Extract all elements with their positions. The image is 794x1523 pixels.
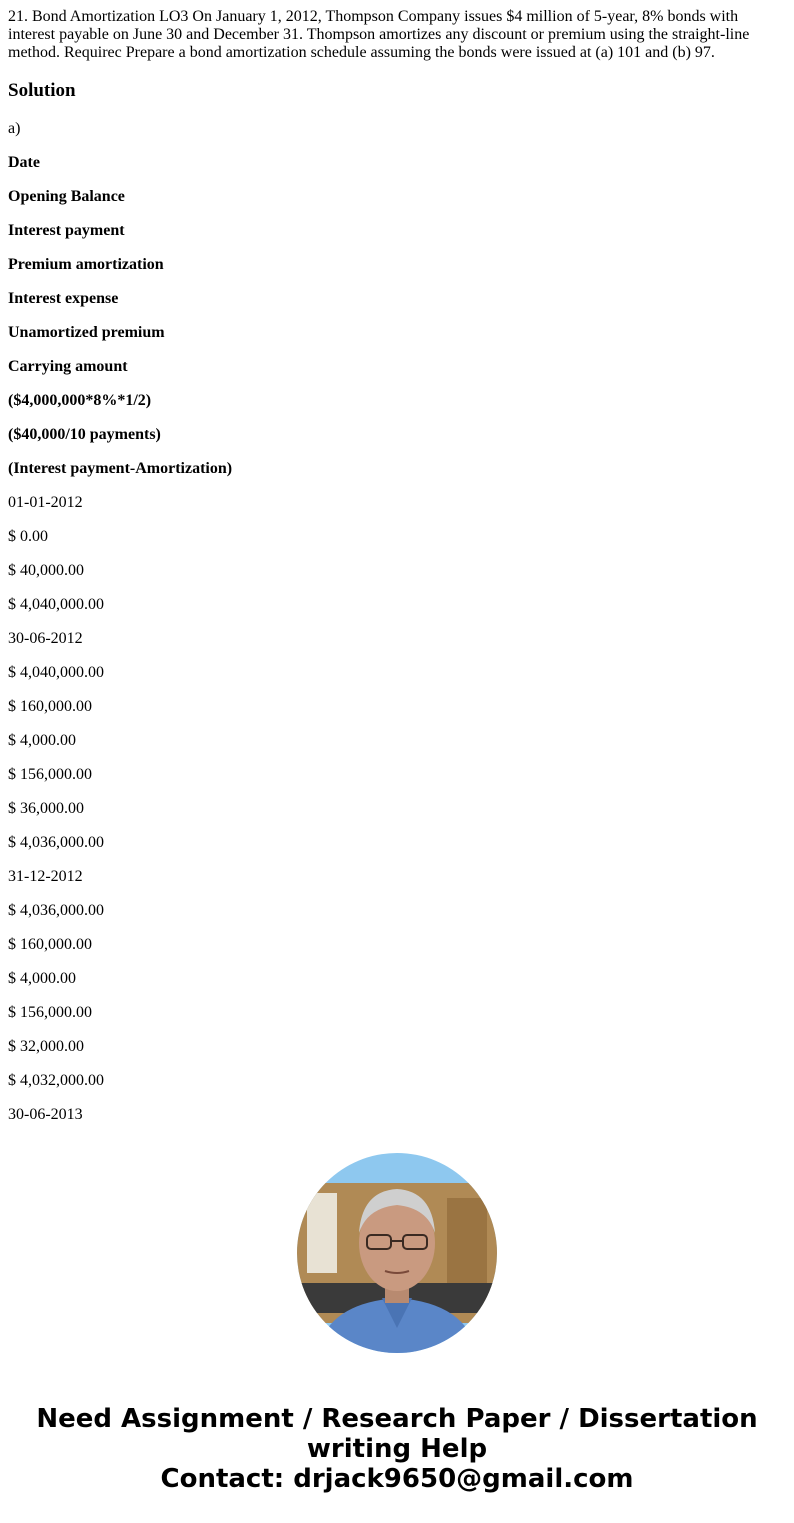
schedule-line: $ 0.00 — [8, 528, 48, 545]
schedule-line: ($4,000,000*8%*1/2) — [8, 392, 152, 409]
schedule-line: Opening Balance — [8, 188, 125, 205]
schedule-line: Interest expense — [8, 290, 119, 307]
schedule-line: 01-01-2012 — [8, 494, 83, 511]
schedule-line: $ 4,040,000.00 — [8, 596, 104, 613]
schedule-line: 30-06-2013 — [8, 1106, 83, 1123]
author-photo-illustration — [297, 1153, 497, 1353]
schedule-line: Premium amortization — [8, 256, 164, 273]
author-avatar — [297, 1153, 497, 1353]
schedule-line: $ 40,000.00 — [8, 562, 84, 579]
schedule-line: a) — [8, 120, 21, 137]
schedule-line: 30-06-2012 — [8, 630, 83, 647]
schedule-line: Date — [8, 154, 40, 171]
amortization-schedule — [8, 120, 788, 1140]
schedule-line: $ 160,000.00 — [8, 936, 92, 953]
schedule-line: Carrying amount — [8, 358, 128, 375]
schedule-line: $ 156,000.00 — [8, 766, 92, 783]
schedule-line: (Interest payment-Amortization) — [8, 460, 233, 477]
schedule-line: Unamortized premium — [8, 324, 165, 341]
schedule-line: $ 4,040,000.00 — [8, 664, 104, 681]
schedule-line: 31-12-2012 — [8, 868, 83, 885]
schedule-line: $ 160,000.00 — [8, 698, 92, 715]
footer-line-1: Need Assignment / Research Paper / Dissertation — [36, 1404, 758, 1434]
schedule-line: $ 4,036,000.00 — [8, 834, 104, 851]
solution-heading: Solution — [8, 80, 76, 101]
question-text: 21. Bond Amortization LO3 On January 1, 2012, Thompson Company issues $4 million of 5-year, 8% bonds with interest payable on June 30 and December 31. Thompson amortizes any discount or premium using the straight-line method. Requirec Prepare a bond amortization schedule assuming the bonds were issued at (a) 101 and (b) 97. — [8, 8, 750, 61]
schedule-line: Interest payment — [8, 222, 125, 239]
footer-line-2: writing Help — [306, 1434, 488, 1464]
schedule-line: $ 4,036,000.00 — [8, 902, 104, 919]
footer-contact: Contact: drjack9650@gmail.com — [160, 1464, 634, 1494]
schedule-line: $ 4,000.00 — [8, 970, 76, 987]
schedule-line: $ 4,000.00 — [8, 732, 76, 749]
schedule-line: $ 36,000.00 — [8, 800, 84, 817]
schedule-line: ($40,000/10 payments) — [8, 426, 161, 443]
schedule-line: $ 4,032,000.00 — [8, 1072, 104, 1089]
schedule-line: $ 32,000.00 — [8, 1038, 84, 1055]
schedule-line: $ 156,000.00 — [8, 1004, 92, 1021]
footer-banner — [0, 1404, 794, 1494]
